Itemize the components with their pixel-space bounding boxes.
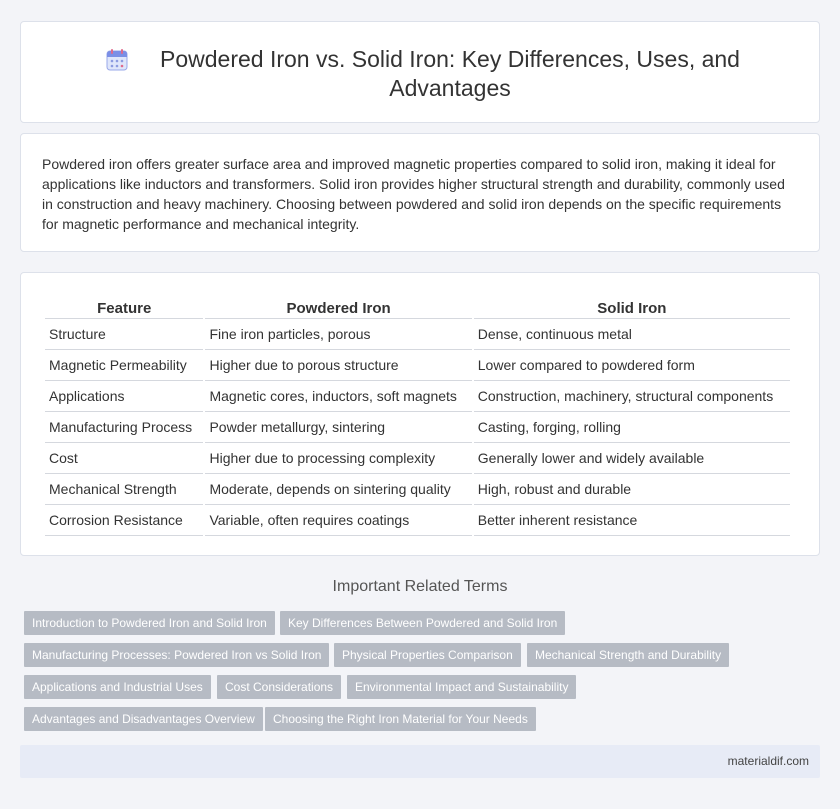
table-row — [45, 381, 790, 412]
cell-powdered: Higher due to porous structure — [205, 350, 471, 381]
comparison-table — [43, 294, 792, 536]
cell-solid: Lower compared to powdered form — [474, 350, 790, 381]
cell-feature: Applications — [45, 381, 203, 412]
related-term-tag[interactable]: Applications and Industrial Uses — [24, 675, 211, 699]
related-term-tag[interactable]: Key Differences Between Powdered and Solid Iron — [280, 611, 565, 635]
cell-solid: Dense, continuous metal — [474, 319, 790, 350]
cell-solid: Construction, machinery, structural components — [474, 381, 790, 412]
cell-solid: Generally lower and widely available — [474, 443, 790, 474]
cell-feature: Cost — [45, 443, 203, 474]
cell-powdered: Fine iron particles, porous — [205, 319, 471, 350]
related-term-tag[interactable]: Choosing the Right Iron Material for Your Needs — [265, 707, 536, 731]
footer — [20, 745, 820, 778]
cell-feature: Structure — [45, 319, 203, 350]
header-powdered-iron: Powdered Iron — [205, 294, 471, 319]
cell-powdered: Moderate, depends on sintering quality — [205, 474, 471, 505]
table-header-row — [45, 294, 790, 319]
related-terms-title: Important Related Terms — [332, 578, 508, 595]
cell-solid: Better inherent resistance — [474, 505, 790, 536]
table-row — [45, 350, 790, 381]
calendar-icon — [105, 48, 129, 72]
cell-feature: Mechanical Strength — [45, 474, 203, 505]
table-row — [45, 443, 790, 474]
table-row — [45, 505, 790, 536]
cell-feature: Manufacturing Process — [45, 412, 203, 443]
related-term-tag[interactable]: Physical Properties Comparison — [334, 643, 521, 667]
related-term-tag[interactable]: Environmental Impact and Sustainability — [347, 675, 576, 699]
header-card — [20, 21, 820, 123]
related-term-tag[interactable]: Manufacturing Processes: Powdered Iron vs Solid Iron — [24, 643, 329, 667]
related-term-tag[interactable]: Cost Considerations — [217, 675, 341, 699]
header-solid-iron: Solid Iron — [474, 294, 790, 319]
cell-powdered: Magnetic cores, inductors, soft magnets — [205, 381, 471, 412]
page-title: Powdered Iron vs. Solid Iron: Key Differences, Uses, and Advantages — [160, 46, 740, 101]
table-row — [45, 319, 790, 350]
cell-powdered: Powder metallurgy, sintering — [205, 412, 471, 443]
intro-paragraph: Powdered iron offers greater surface area and improved magnetic properties compared to solid iron, making it ideal for applications like inductors and transformers. Solid iron provides higher structural strength and durability, commonly used in construction and heavy machinery. Choosing between powdered and solid iron depends on the specific requirements for magnetic performance and mechanical integrity. — [42, 156, 785, 232]
cell-solid: High, robust and durable — [474, 474, 790, 505]
related-term-tag[interactable]: Mechanical Strength and Durability — [527, 643, 729, 667]
header-feature: Feature — [45, 294, 203, 319]
comparison-table-card — [20, 272, 820, 556]
cell-feature: Magnetic Permeability — [45, 350, 203, 381]
intro-card — [20, 133, 820, 252]
related-term-tag[interactable]: Advantages and Disadvantages Overview — [24, 707, 263, 731]
cell-powdered: Higher due to processing complexity — [205, 443, 471, 474]
cell-powdered: Variable, often requires coatings — [205, 505, 471, 536]
table-row — [45, 474, 790, 505]
related-term-tag[interactable]: Introduction to Powdered Iron and Solid Iron — [24, 611, 275, 635]
table-row — [45, 412, 790, 443]
cell-solid: Casting, forging, rolling — [474, 412, 790, 443]
cell-feature: Corrosion Resistance — [45, 505, 203, 536]
footer-site-link[interactable]: materialdif.com — [727, 754, 809, 768]
